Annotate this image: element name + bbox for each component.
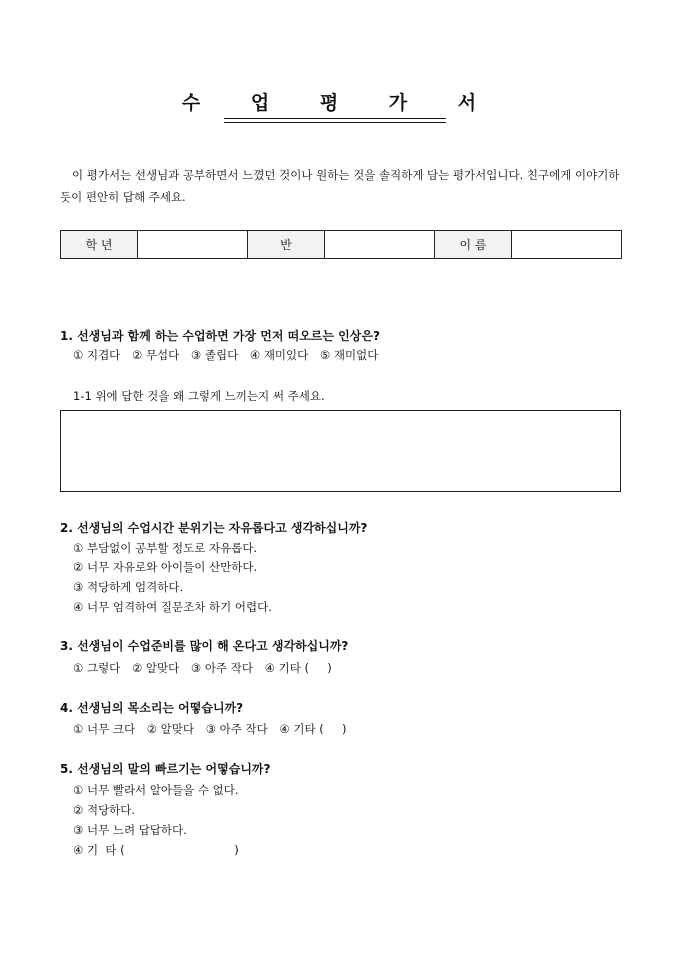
grade-field[interactable] (138, 231, 248, 259)
title-underline (224, 118, 446, 123)
question-3: 3. 선생님이 수업준비를 많이 해 온다고 생각하십니까? (60, 639, 349, 653)
class-field[interactable] (325, 231, 435, 259)
q4-option-3[interactable]: ③ 아주 작다 (205, 722, 268, 736)
q5-option-3[interactable]: ③ 너무 느려 답답하다. (73, 823, 187, 837)
grade-label: 학 년 (61, 231, 138, 259)
q5-option-1[interactable]: ① 너무 빨라서 알아들을 수 없다. (73, 783, 239, 797)
q4-option-1[interactable]: ① 너무 크다 (73, 722, 136, 736)
name-field[interactable] (512, 231, 622, 259)
q3-option-2[interactable]: ② 알맞다 (131, 661, 180, 675)
question-1-1: 1-1 위에 답한 것을 왜 그렇게 느끼는지 써 주세요. (73, 389, 325, 403)
question-5: 5. 선생님의 말의 빠르기는 어떻습니까? (60, 762, 271, 776)
q2-option-1[interactable]: ① 부담없이 공부할 정도로 자유롭다. (73, 541, 258, 555)
q3-option-3[interactable]: ③ 아주 작다 (190, 661, 253, 675)
q3-option-4[interactable]: ④ 기타 ( ) (264, 661, 332, 675)
q3-option-1[interactable]: ① 그렇다 (73, 661, 121, 675)
q1-option-2[interactable]: ② 무섭다 (131, 348, 180, 362)
question-3-options (73, 660, 340, 676)
q1-option-3[interactable]: ③ 졸립다 (190, 348, 239, 362)
question-4-options (73, 721, 354, 737)
question-4: 4. 선생님의 목소리는 어떻습니까? (60, 701, 244, 715)
question-2: 2. 선생님의 수업시간 분위기는 자유롭다고 생각하십니까? (60, 521, 368, 535)
q2-option-3[interactable]: ③ 적당하게 엄격하다. (73, 580, 184, 594)
question-1-options (73, 347, 386, 363)
question-1: 1. 선생님과 함께 하는 수업하면 가장 먼저 떠오르는 인상은? (60, 329, 380, 343)
q1-option-5[interactable]: ⑤ 재미없다 (319, 348, 379, 362)
q4-option-2[interactable]: ② 알맞다 (146, 722, 195, 736)
q1-option-1[interactable]: ① 지겹다 (73, 348, 121, 362)
q5-option-2[interactable]: ② 적당하다. (73, 803, 136, 817)
class-label: 반 (248, 231, 325, 259)
name-label: 이 름 (435, 231, 512, 259)
q2-option-2[interactable]: ② 너무 자유로와 아이들이 산만하다. (73, 560, 258, 574)
student-info-table (60, 230, 622, 259)
q5-option-4[interactable]: ④ 기 타 ( ) (73, 843, 239, 857)
page-title: 수 업 평 가 서 (181, 92, 499, 114)
q1-option-4[interactable]: ④ 재미있다 (249, 348, 309, 362)
answer-box[interactable] (60, 410, 621, 492)
q2-option-4[interactable]: ④ 너무 엄격하여 질문조차 하기 어렵다. (73, 600, 272, 614)
intro-text: 이 평가서는 선생님과 공부하면서 느꼈던 것이나 원하는 것을 솔직하게 담는 평가서입니다. 친구에게 이야기하듯이 편안히 답해 주세요. (60, 168, 620, 204)
q4-option-4[interactable]: ④ 기타 ( ) (279, 722, 347, 736)
